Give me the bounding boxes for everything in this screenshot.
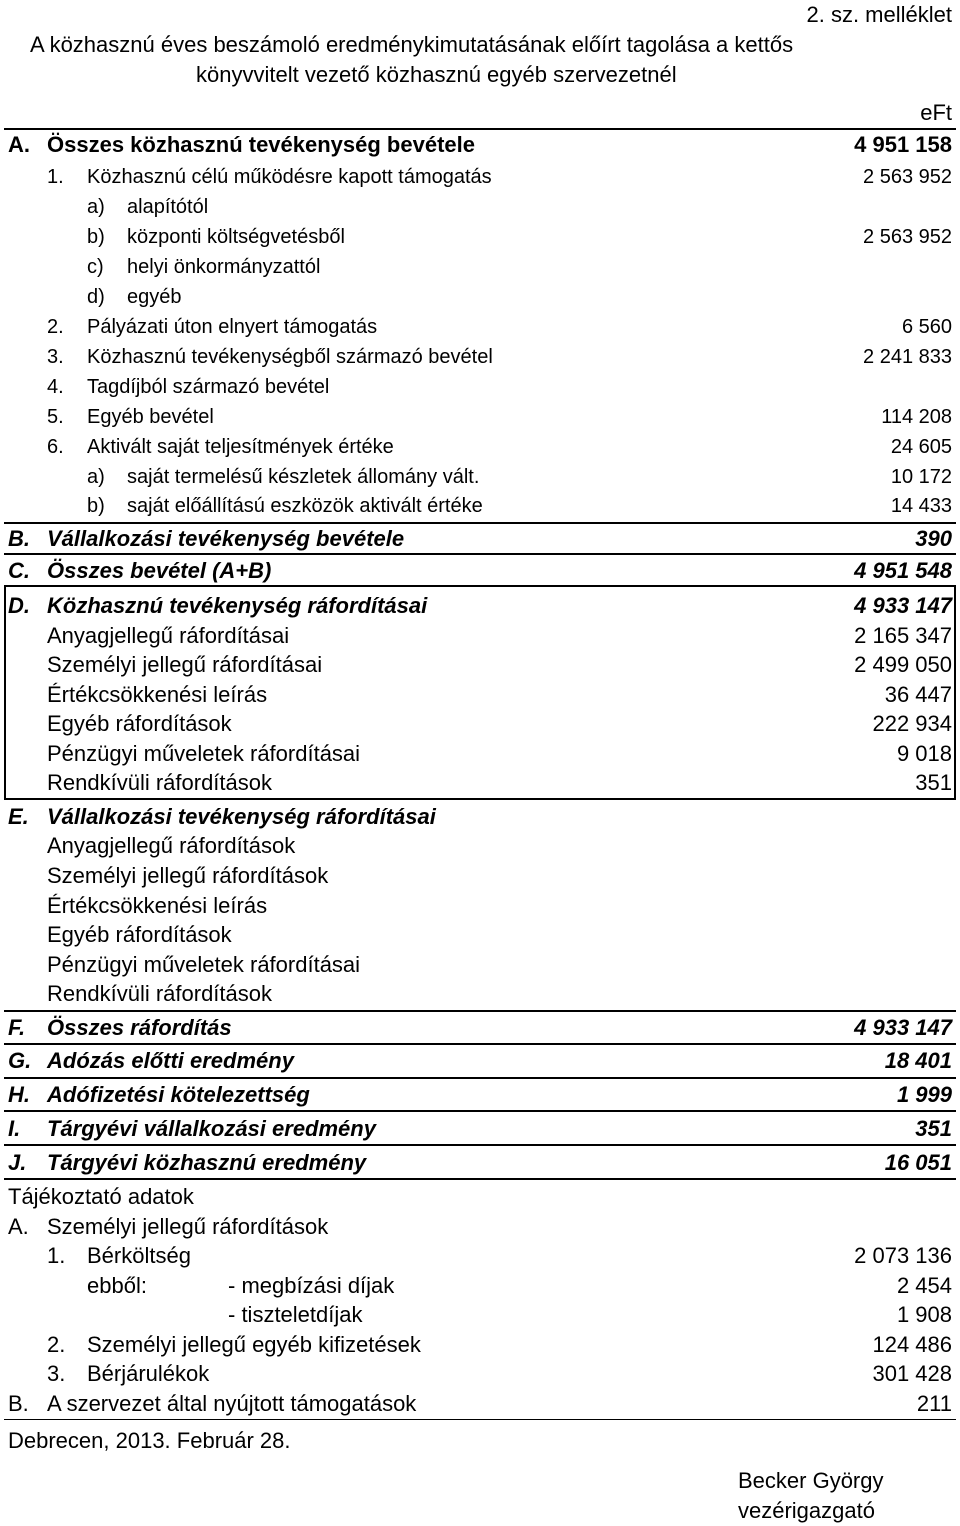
info-a-letter: A.: [8, 1214, 29, 1239]
place-date: Debrecen, 2013. Február 28.: [8, 1428, 291, 1453]
a-row-num: b): [87, 495, 105, 517]
a-row-value: 114 208: [881, 406, 952, 428]
d-row: [0, 739, 960, 768]
section-d-value: 4 933 147: [854, 593, 952, 618]
info-ebbol-label: ebből:: [87, 1273, 147, 1298]
a-row-num: 2.: [47, 316, 64, 338]
a-row-1b: [0, 223, 960, 252]
info-a-row: [0, 1212, 960, 1241]
info-b-label: A szervezet által nyújtott támogatások: [47, 1391, 417, 1416]
total-label: Adózás előtti eredmény: [47, 1048, 294, 1073]
total-row-h: [0, 1080, 960, 1109]
info-b-row: [0, 1389, 960, 1418]
a-row-label: Közhasznú célú működésre kapott támogatás: [87, 166, 492, 188]
table-border-right: [954, 586, 956, 798]
total-label: Adófizetési kötelezettség: [47, 1082, 310, 1107]
total-letter: H.: [8, 1082, 30, 1107]
a-row-value: 24 605: [890, 436, 952, 458]
rule: [4, 553, 956, 555]
section-e-label: Vállalkozási tevékenység ráfordításai: [47, 804, 436, 829]
a-row-6b: [0, 492, 960, 521]
info-row-label: - tiszteletdíjak: [228, 1302, 363, 1327]
a-row-num: b): [87, 226, 105, 248]
section-a-label: Összes közhasznú tevékenység bevétele: [47, 132, 475, 157]
d-row: [0, 680, 960, 709]
a-row-num: 6.: [47, 436, 64, 458]
a-row-num: a): [87, 196, 105, 218]
d-row-label: Rendkívüli ráfordítások: [47, 770, 272, 795]
e-row: [0, 920, 960, 949]
info-row-label: Bérjárulékok: [87, 1361, 210, 1386]
section-c-value: 4 951 548: [854, 558, 952, 583]
a-row-label: Aktivált saját teljesítmények értéke: [87, 436, 394, 458]
info-row-2: [0, 1330, 960, 1359]
info-title-row: [0, 1182, 960, 1211]
a-row-value: 2 563 952: [863, 226, 952, 248]
info-row-value: 124 486: [872, 1332, 952, 1357]
a-row-num: a): [87, 466, 105, 488]
a-row-4: [0, 373, 960, 402]
d-row: [0, 621, 960, 650]
total-letter: F.: [8, 1015, 26, 1040]
d-row-value: 222 934: [872, 711, 952, 736]
a-row-num: 5.: [47, 406, 64, 428]
info-a-label: Személyi jellegű ráfordítások: [47, 1214, 329, 1239]
signer-title: vezérigazgató: [738, 1498, 875, 1523]
e-row: [0, 861, 960, 890]
total-row-i: [0, 1114, 960, 1143]
section-b-row: [0, 524, 960, 553]
section-b-letter: B.: [8, 526, 30, 551]
place-date-row: [0, 1426, 960, 1455]
a-row-1d: [0, 283, 960, 312]
info-row-3: [0, 1359, 960, 1388]
total-letter: I.: [8, 1116, 21, 1141]
d-row: [0, 709, 960, 738]
info-row-label: Személyi jellegű egyéb kifizetések: [87, 1332, 421, 1357]
e-row: [0, 831, 960, 860]
total-row-f: [0, 1013, 960, 1042]
section-b-label: Vállalkozási tevékenység bevétele: [47, 526, 405, 551]
unit-label: eFt: [920, 100, 952, 125]
e-row-label: Rendkívüli ráfordítások: [47, 981, 272, 1006]
d-row-value: 36 447: [884, 682, 952, 707]
title-line-1: A közhasznú éves beszámoló eredménykimutatásának előírt tagolása a kettős: [30, 32, 794, 57]
a-row-value: 6 560: [901, 316, 952, 338]
total-row-g: [0, 1046, 960, 1075]
a-row-2: [0, 313, 960, 342]
a-row-label: Közhasznú tevékenységből származó bevétel: [87, 346, 493, 368]
d-row-label: Személyi jellegű ráfordításai: [47, 652, 323, 677]
section-d-row: [0, 591, 960, 620]
section-d-label: Közhasznú tevékenység ráfordításai: [47, 593, 428, 618]
table-border-left: [4, 586, 6, 798]
total-label: Tárgyévi közhasznú eredmény: [47, 1150, 367, 1175]
d-row-label: Egyéb ráfordítások: [47, 711, 232, 736]
a-row-label: egyéb: [127, 286, 182, 308]
a-row-num: 1.: [47, 166, 64, 188]
total-value: 16 051: [884, 1150, 952, 1175]
section-d-letter: D.: [8, 593, 30, 618]
total-row-j: [0, 1148, 960, 1177]
info-row-1a: [0, 1271, 960, 1300]
info-row-value: 2 073 136: [854, 1243, 952, 1268]
a-row-num: d): [87, 286, 105, 308]
e-row-label: Egyéb ráfordítások: [47, 922, 232, 947]
d-row-label: Értékcsökkenési leírás: [47, 682, 268, 707]
e-row-label: Anyagjellegű ráfordítások: [47, 833, 296, 858]
info-row-1: [0, 1241, 960, 1270]
section-e-letter: E.: [8, 804, 29, 829]
total-letter: J.: [8, 1150, 27, 1175]
d-row: [0, 650, 960, 679]
d-row-value: 9 018: [896, 741, 952, 766]
total-value: 351: [915, 1116, 952, 1141]
info-row-value: 1 908: [896, 1302, 952, 1327]
total-value: 4 933 147: [854, 1015, 952, 1040]
section-a-row: [0, 130, 960, 159]
a-row-label: központi költségvetésből: [127, 226, 345, 248]
a-row-label: saját termelésű készletek állomány vált.: [127, 466, 480, 488]
a-row-value: 2 241 833: [863, 346, 952, 368]
total-label: Tárgyévi vállalkozási eredmény: [47, 1116, 376, 1141]
a-row-6a: [0, 463, 960, 492]
total-value: 18 401: [884, 1048, 952, 1073]
a-row-value: 14 433: [890, 495, 952, 517]
total-letter: G.: [8, 1048, 32, 1073]
a-row-value: 10 172: [890, 466, 952, 488]
a-row-5: [0, 403, 960, 432]
section-a-value: 4 951 158: [854, 132, 952, 157]
a-row-label: alapítótól: [127, 196, 209, 218]
a-row-label: saját előállítású eszközök aktivált értéke: [127, 495, 483, 517]
e-row-label: Pénzügyi műveletek ráfordításai: [47, 952, 361, 977]
info-b-letter: B.: [8, 1391, 29, 1416]
rule: [4, 585, 956, 587]
info-row-num: 2.: [47, 1332, 66, 1357]
info-b-value: 211: [916, 1391, 952, 1416]
rule: [4, 1144, 956, 1146]
info-row-1b: [0, 1300, 960, 1329]
rule: [4, 1043, 956, 1045]
total-value: 1 999: [896, 1082, 952, 1107]
rule: [4, 1010, 956, 1012]
a-row-1a: [0, 193, 960, 222]
rule: [4, 1178, 956, 1180]
section-c-row: [0, 556, 960, 585]
info-row-value: 2 454: [896, 1273, 952, 1298]
d-row-value: 2 499 050: [854, 652, 952, 677]
rule: [4, 1077, 956, 1079]
e-row-label: Értékcsökkenési leírás: [47, 893, 268, 918]
a-row-label: Pályázati úton elnyert támogatás: [87, 316, 378, 338]
d-row-label: Anyagjellegű ráfordításai: [47, 623, 290, 648]
a-row-1: [0, 163, 960, 192]
a-row-value: 2 563 952: [863, 166, 952, 188]
a-row-num: 4.: [47, 376, 64, 398]
section-e-row: [0, 802, 960, 831]
info-row-value: 301 428: [872, 1361, 952, 1386]
a-row-1c: [0, 253, 960, 282]
d-row: [0, 768, 960, 797]
e-row: [0, 891, 960, 920]
info-row-num: 1.: [47, 1243, 66, 1268]
section-a-letter: A.: [8, 132, 30, 157]
a-row-label: helyi önkormányzattól: [127, 256, 321, 278]
e-row: [0, 979, 960, 1008]
a-row-num: 3.: [47, 346, 64, 368]
info-row-label: Bérköltség: [87, 1243, 191, 1268]
section-c-label: Összes bevétel (A+B): [47, 558, 272, 583]
title-line-2: könyvvitelt vezető közhasznú egyéb szervezetnél: [196, 62, 677, 87]
e-row: [0, 950, 960, 979]
info-title: Tájékoztató adatok: [8, 1184, 194, 1209]
e-row-label: Személyi jellegű ráfordítások: [47, 863, 329, 888]
d-row-value: 2 165 347: [854, 623, 952, 648]
section-c-letter: C.: [8, 558, 30, 583]
section-b-value: 390: [915, 526, 952, 551]
rule: [4, 798, 956, 800]
d-row-value: 351: [915, 770, 952, 795]
info-row-num: 3.: [47, 1361, 66, 1386]
signer-name: Becker György: [738, 1468, 884, 1493]
a-row-6: [0, 433, 960, 462]
a-row-num: c): [87, 256, 104, 278]
annex-label: 2. sz. melléklet: [806, 2, 952, 27]
d-row-label: Pénzügyi műveletek ráfordításai: [47, 741, 361, 766]
rule: [4, 1110, 956, 1112]
a-row-label: Egyéb bevétel: [87, 406, 214, 428]
a-row-label: Tagdíjból származó bevétel: [87, 376, 330, 398]
info-row-label: - megbízási díjak: [228, 1273, 395, 1298]
a-row-3: [0, 343, 960, 372]
total-label: Összes ráfordítás: [47, 1015, 232, 1040]
rule: [4, 1419, 956, 1420]
